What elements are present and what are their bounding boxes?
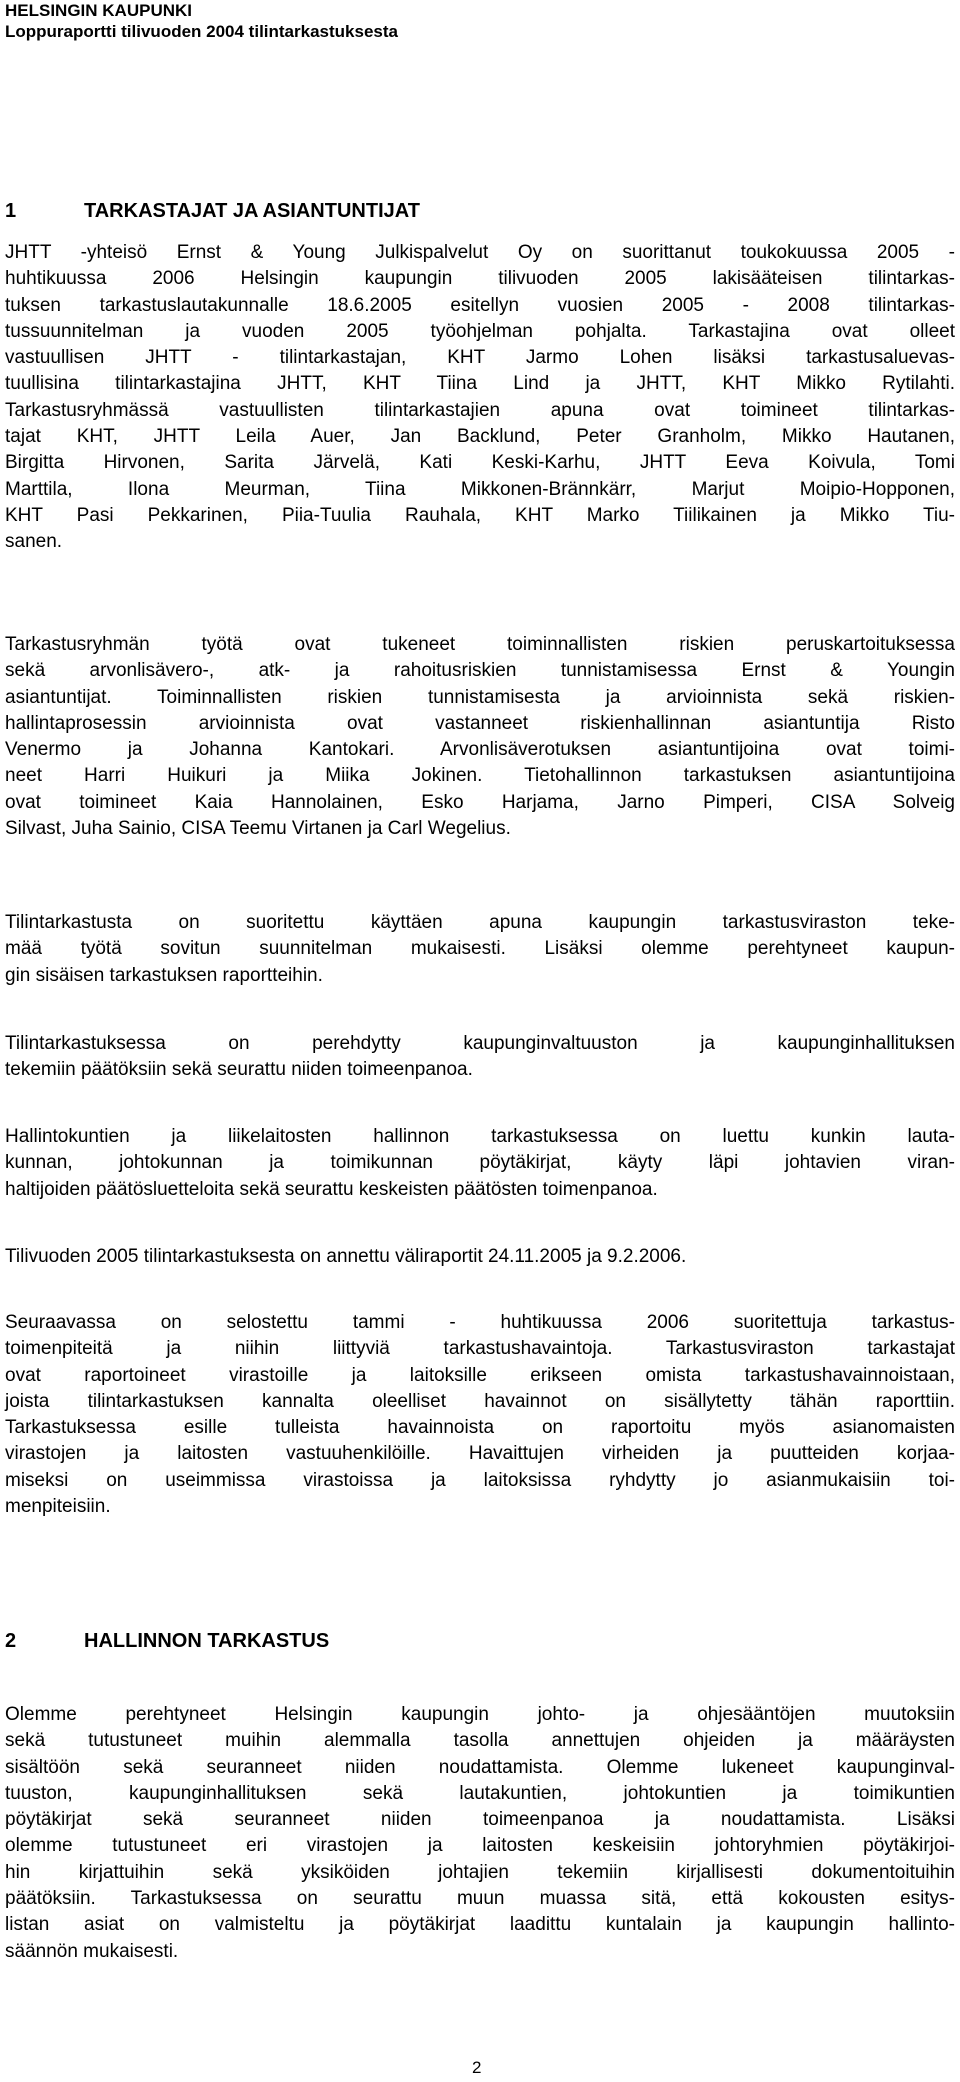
text-line: ovat raportoineet virastoille ja laitoksille erikseen omista tarkastushavainnoistaan, (5, 1364, 955, 1386)
text-line: tussuunnitelman ja vuoden 2005 työohjelman pohjalta. Tarkastajina ovat olleet (5, 320, 955, 342)
text-line: pöytäkirjat sekä seuranneet niiden toimeenpanoa ja noudattamista. Lisäksi (5, 1809, 955, 1831)
text-line: Tilivuoden 2005 tilintarkastuksesta on annettu väliraportit 24.11.2005 ja 9.2.2006. (5, 1246, 687, 1267)
text-line: Tilintarkastusta on suoritettu käyttäen apuna kaupungin tarkastusviraston teke- (5, 912, 955, 933)
text-line: Olemme perehtyneet Helsingin kaupungin johto- ja ohjesääntöjen muutoksiin (5, 1704, 955, 1725)
text-line: tuullisina tilintarkastajina JHTT, KHT Tiina Lind ja JHTT, KHT Mikko Rytilahti. (5, 373, 955, 395)
text-line: asiantuntijat. Toiminnallisten riskien tunnistamisesta ja arvioinnista sekä riskien- (5, 686, 955, 708)
section-1-paragraph-4 (5, 1031, 955, 1084)
text-line: KHT Pasi Pekkarinen, Piia-Tuulia Rauhala, KHT Marko Tiilikainen ja Mikko Tiu- (5, 504, 955, 526)
text-line: kunnan, johtokunnan ja toimikunnan pöytäkirjat, käyty läpi johtavien viran- (5, 1152, 955, 1174)
page-number: 2 (472, 2058, 482, 2077)
text-line: päätöksiin. Tarkastuksessa on seurattu muun muassa sitä, että kokousten esitys- (5, 1888, 955, 1910)
section-1-paragraph-3 (5, 910, 955, 989)
text-line: Hallintokuntien ja liikelaitosten hallinnon tarkastuksessa on luettu kunkin lauta- (5, 1126, 955, 1147)
text-line: Tarkastuksessa esille tulleista havainnoista on raportoitu myös asianomaisten (5, 1417, 955, 1439)
text-line: tajat KHT, JHTT Leila Auer, Jan Backlund, Peter Granholm, Mikko Hautanen, (5, 426, 955, 448)
text-line: hallintaprosessin arvioinnista ovat vastanneet riskienhallinnan asiantuntija Risto (5, 712, 955, 734)
text-line: tuksen tarkastuslautakunnalle 18.6.2005 esitellyn vuosien 2005 - 2008 tilintarkas- (5, 294, 955, 316)
text-line: Venermo ja Johanna Kantokari. Arvonlisäverotuksen asiantuntijoina ovat toimi- (5, 739, 955, 761)
text-line: huhtikuussa 2006 Helsingin kaupungin tilivuoden 2005 lakisääteisen tilintarkas- (5, 268, 955, 290)
section-1-number: 1 (5, 200, 17, 222)
section-1-title: TARKASTAJAT JA ASIANTUNTIJAT (84, 200, 420, 222)
text-line: tuuston, kaupunginhallituksen sekä lautakuntien, johtokuntien ja toimikuntien (5, 1782, 955, 1804)
section-2-heading (5, 1628, 329, 1654)
text-line: Tarkastusryhmän työtä ovat tukeneet toiminnallisten riskien peruskartoituksessa (5, 634, 955, 655)
text-line: sisältöön sekä seuranneet niiden noudattamista. Olemme lukeneet kaupunginval- (5, 1756, 955, 1778)
text-line: toimenpiteitä ja niihin liittyviä tarkastushavaintoja. Tarkastusviraston tarkastajat (5, 1338, 955, 1360)
section-1-paragraph-2 (5, 632, 955, 842)
text-line: Silvast, Juha Sainio, CISA Teemu Virtanen ja Carl Wegelius. (5, 818, 511, 840)
text-line: Marttila, Ilona Meurman, Tiina Mikkonen-Brännkärr, Marjut Moipio-Hopponen, (5, 478, 955, 500)
text-line: virastojen ja laitosten vastuuhenkilöille. Havaittujen virheiden ja puutteiden korjaa- (5, 1443, 955, 1465)
text-line: olemme tutustuneet eri virastojen ja laitosten keskeisiin johtoryhmien pöytäkirjoi- (5, 1835, 955, 1857)
text-line: gin sisäisen tarkastuksen raportteihin. (5, 964, 323, 986)
header-subtitle: Loppuraportti tilivuoden 2004 tilintarkastuksesta (5, 22, 398, 41)
text-line: miseksi on useimmissa virastoissa ja laitoksissa ryhdytty jo asianmukaisiin toi- (5, 1469, 955, 1491)
text-line: Tarkastusryhmässä vastuullisten tilintarkastajien apuna ovat toimineet tilintarkas- (5, 399, 955, 421)
section-1-heading (5, 198, 420, 224)
text-line: Seuraavassa on selostettu tammi - huhtikuussa 2006 suoritettuja tarkastus- (5, 1312, 955, 1333)
text-line: sanen. (5, 531, 63, 553)
section-1-paragraph-1 (5, 240, 955, 556)
text-line: listan asiat on valmisteltu ja pöytäkirjat laadittu kuntalain ja kaupungin hallinto- (5, 1914, 955, 1936)
text-line: JHTT -yhteisö Ernst & Young Julkispalvelut Oy on suorittanut toukokuussa 2005 - (5, 242, 955, 263)
section-1-paragraph-6 (5, 1244, 955, 1270)
text-line: vastuullisen JHTT - tilintarkastajan, KHT Jarmo Lohen lisäksi tarkastusaluevas- (5, 347, 955, 369)
section-1-paragraph-7 (5, 1310, 955, 1520)
text-line: haltijoiden päätösluetteloita sekä seurattu keskeisten päätösten toimenpanoa. (5, 1178, 658, 1200)
section-2-paragraph-1 (5, 1702, 955, 1965)
text-line: Tilintarkastuksessa on perehdytty kaupunginvaltuuston ja kaupunginhallituksen (5, 1033, 955, 1054)
section-2-title: HALLINNON TARKASTUS (84, 1630, 330, 1652)
text-line: säännön mukaisesti. (5, 1940, 179, 1962)
text-line: sekä tutustuneet muihin alemmalla tasolla annettujen ohjeiden ja määräysten (5, 1730, 955, 1752)
header-org: HELSINGIN KAUPUNKI (5, 1, 193, 20)
text-line: neet Harri Huikuri ja Miika Jokinen. Tietohallinnon tarkastuksen asiantuntijoina (5, 765, 955, 787)
text-line: sekä arvonlisävero-, atk- ja rahoitusriskien tunnistamisessa Ernst & Youngin (5, 660, 955, 682)
text-line: hin kirjattuihin sekä yksiköiden johtajien tekemiin kirjallisesti dokumentoituihin (5, 1861, 955, 1883)
text-line: menpiteisiin. (5, 1496, 111, 1518)
text-line: Birgitta Hirvonen, Sarita Järvelä, Kati Keski-Karhu, JHTT Eeva Koivula, Tomi (5, 452, 955, 474)
text-line: joista tilintarkastuksen kannalta oleelliset havainnot on sisällytetty tähän raporttiin. (5, 1390, 955, 1412)
text-line: ovat toimineet Kaia Hannolainen, Esko Harjama, Jarno Pimperi, CISA Solveig (5, 791, 955, 813)
section-1-paragraph-5 (5, 1124, 955, 1203)
text-line: tekemiin päätöksiin sekä seurattu niiden toimeenpanoa. (5, 1059, 473, 1081)
text-line: mää työtä sovitun suunnitelman mukaisesti. Lisäksi olemme perehtyneet kaupun- (5, 938, 955, 960)
section-2-number: 2 (5, 1630, 17, 1652)
